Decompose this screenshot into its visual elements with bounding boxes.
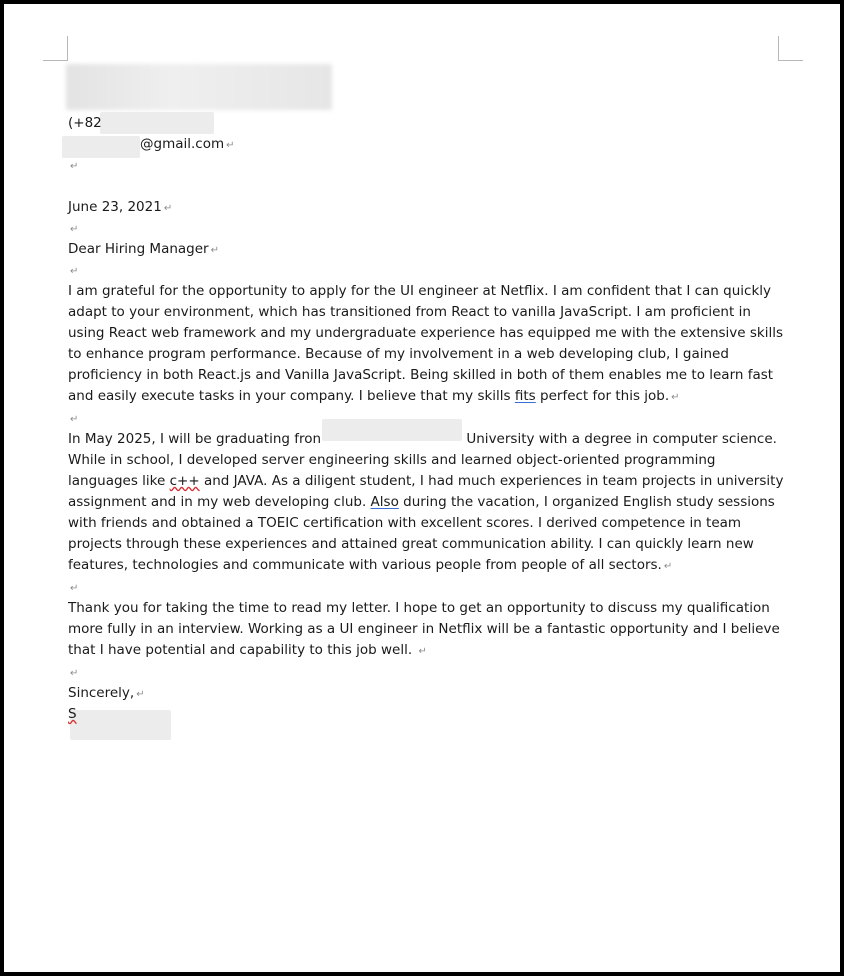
date-line: June 23, 2021 ↵ bbox=[68, 199, 173, 215]
crop-mark-top-left bbox=[43, 36, 68, 61]
paragraph-mark-icon: ↵ bbox=[663, 561, 673, 572]
paragraph-mark-icon: ↵ bbox=[136, 689, 145, 700]
grammar-flag-fits: fits bbox=[514, 388, 536, 404]
empty-line bbox=[68, 155, 784, 176]
document-page bbox=[4, 4, 840, 972]
grammar-flag-also: Also bbox=[370, 494, 399, 510]
spelling-flag-cpp: c++ bbox=[169, 473, 200, 489]
empty-line bbox=[68, 260, 784, 281]
paragraph-mark-icon: ↵ bbox=[226, 140, 235, 151]
paragraph-2: In May 2025, I will be graduating fron University with a degree in computer science. While in school, I developed server engineering skills and learned object-oriented programming languages like c++ and JAVA. As a diligent student, I had much experiences in team projects in university assignment and in my web developing club. Also during the vacation, I organized English study sessions with friends and obtained a TOEIC certification with excellent scores. I derived competence in team projects through these experiences and attained great communication ability. I can quickly learn new features, technologies and communicate with various people from people of all sectors. ↵ bbox=[68, 431, 784, 573]
paragraph-mark-icon: ↵ bbox=[70, 414, 79, 425]
empty-line bbox=[68, 577, 784, 598]
paragraph-mark-icon: ↵ bbox=[70, 266, 79, 277]
paragraph-mark-icon: ↵ bbox=[70, 583, 79, 594]
contact-phone: (+82 bbox=[68, 115, 102, 131]
letter-date bbox=[68, 176, 784, 197]
letter-body[interactable] bbox=[68, 113, 784, 725]
empty-line bbox=[68, 408, 784, 429]
redacted-name bbox=[66, 64, 332, 110]
empty-line bbox=[68, 218, 784, 239]
paragraph-mark-icon: ↵ bbox=[210, 245, 220, 256]
signature-initial: S bbox=[68, 706, 77, 722]
closing: Sincerely, ↵ bbox=[68, 685, 145, 701]
paragraph-mark-icon: ↵ bbox=[70, 224, 79, 235]
paragraph-mark-icon: ↵ bbox=[70, 668, 79, 679]
signature bbox=[68, 704, 784, 725]
paragraph-1: I am grateful for the opportunity to apply for the UI engineer at Netflix. I am confident that I can quickly adapt to your environment, which has transitioned from React to vanilla JavaScript. I am proficient in using React web framework and my undergraduate experience has equipped me with the extensive skills to enhance program performance. Because of my involvement in a web developing club, I gained proficiency in both React.js and Vanilla JavaScript. Being skilled in both of them enables me to learn fast and easily execute tasks in your company. I believe that my skills fits perfect for this job. ↵ bbox=[68, 283, 784, 404]
paragraph-mark-icon: ↵ bbox=[163, 203, 173, 214]
empty-line bbox=[68, 662, 784, 683]
paragraph-mark-icon: ↵ bbox=[418, 646, 427, 657]
salutation: Dear Hiring Manager ↵ bbox=[68, 241, 220, 257]
crop-mark-top-right bbox=[778, 36, 803, 61]
contact-email: @gmail.com ↵ bbox=[140, 136, 235, 152]
paragraph-mark-icon: ↵ bbox=[671, 392, 680, 403]
paragraph-mark-icon: ↵ bbox=[70, 161, 79, 172]
paragraph-3: Thank you for taking the time to read my letter. I hope to get an opportunity to discuss my qualification more fully in an interview. Working as a UI engineer in Netflix will be a fantastic opportunity and I believe that I have potential and capability to this job well. ↵ bbox=[68, 600, 780, 658]
